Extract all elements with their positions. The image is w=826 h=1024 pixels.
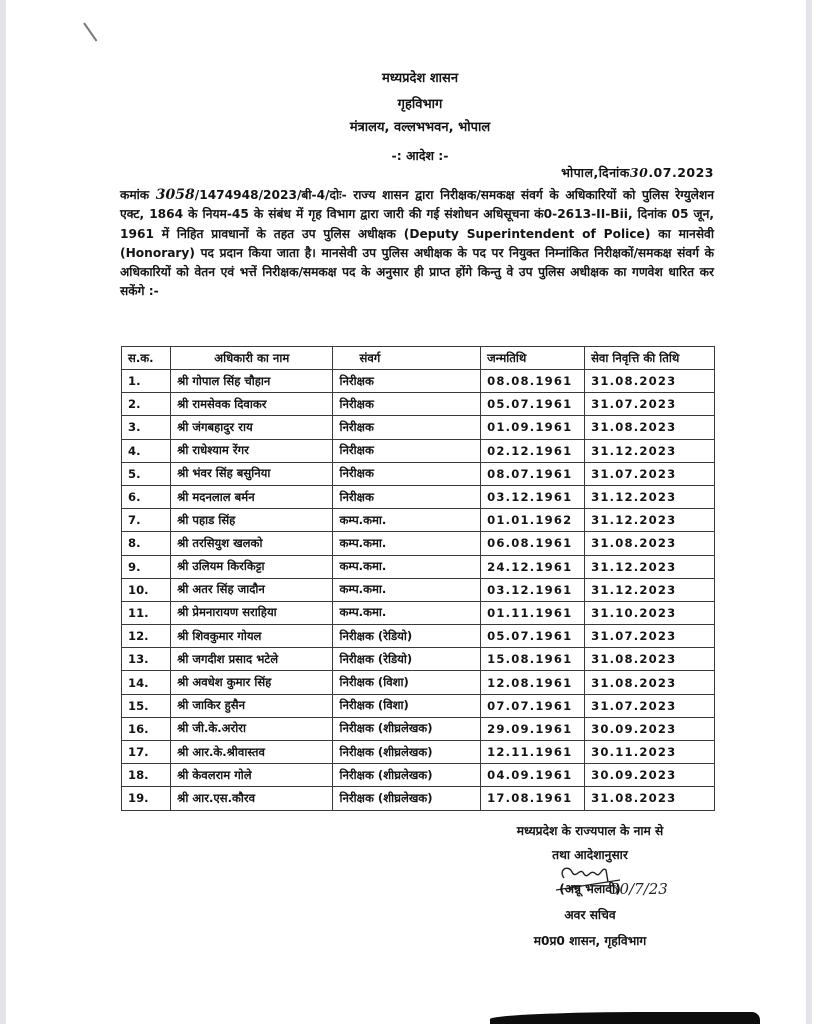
order-text: /1474948/2023/बी-4/दोः- राज्य शासन द्वारा निरीक्षक/समकक्ष संवर्ग के अधिकारियों को पुलिस रेग्युलेशन एक्ट, 1864 के नियम-45 के संबंध में गृह विभाग द्वारा जारी की गई संशोधन अधिसूचना कं0-2613-II-Bii, दिनांक 05 जून, 1961 में निहित प्रावधानों के तहत उप पुलिस अधीक्षक (Deputy Superintendent of Police) का मानसेवी (Honorary) पद प्रदान किया जाता है। मानसेवी उप पुलिस अधीक्षक के पद पर नियुक्त निम्नांकित निरीक्षकों/समकक्ष संवर्ग के अधिकारियों को वेतन एवं भत्तें निरीक्षक/समकक्ष पद के अनुसार ही प्राप्त होंगे किन्तु वे उप पुलिस अधीक्षक का गणवेश धारित कर सकेंगे :- — [120, 188, 714, 299]
table-row — [122, 741, 715, 764]
signatory-designation: अवर सचिव — [564, 908, 616, 922]
cell-name: श्री जी.के.अरोरा — [171, 717, 333, 740]
cell-retirement: 31.08.2023 — [585, 370, 715, 393]
signature-date: 30/7/23 — [610, 880, 668, 898]
cell-cadre: कम्प.कमा. — [333, 509, 481, 532]
cell-name: श्री उलियम किरकिट्टा — [171, 555, 333, 578]
cell-dob: 03.12.1961 — [481, 578, 585, 601]
cell-retirement: 30.11.2023 — [585, 741, 715, 764]
cell-name: श्री गोपाल सिंह चौहान — [171, 370, 333, 393]
table-row — [122, 462, 715, 485]
cell-retirement: 31.07.2023 — [585, 694, 715, 717]
header-cadre: संवर्ग — [333, 347, 481, 370]
order-dateline — [561, 164, 714, 181]
order-prefix: कमांक — [120, 188, 156, 202]
cell-retirement: 31.08.2023 — [585, 787, 715, 810]
cell-name: श्री भंवर सिंह बसुनिया — [171, 462, 333, 485]
cell-cadre: कम्प.कमा. — [333, 601, 481, 624]
cell-dob: 03.12.1961 — [481, 485, 585, 508]
cell-cadre: निरीक्षक (शीघ्रलेखक) — [333, 741, 481, 764]
cell-serial: 15. — [122, 694, 171, 717]
cell-name: श्री अवधेश कुमार सिंह — [171, 671, 333, 694]
cell-cadre: निरीक्षक — [333, 462, 481, 485]
cell-name: श्री जंगबहादुर राय — [171, 416, 333, 439]
cell-dob: 06.08.1961 — [481, 532, 585, 555]
government-heading: मध्यप्रदेश शासन — [381, 71, 459, 86]
table-row — [122, 555, 715, 578]
cell-dob: 05.07.1961 — [481, 625, 585, 648]
cell-name: श्री रामसेवक दिवाकर — [171, 393, 333, 416]
cell-retirement: 31.12.2023 — [585, 439, 715, 462]
cell-cadre: निरीक्षक — [333, 393, 481, 416]
cell-serial: 16. — [122, 717, 171, 740]
cell-name: श्री आर.एस.कौरव — [171, 787, 333, 810]
cell-retirement: 31.12.2023 — [585, 578, 715, 601]
table-row — [122, 625, 715, 648]
cell-name: श्री जगदीश प्रसाद भटेले — [171, 648, 333, 671]
cell-cadre: निरीक्षक — [333, 416, 481, 439]
cell-dob: 02.12.1961 — [481, 439, 585, 462]
cell-cadre: कम्प.कमा. — [333, 532, 481, 555]
cell-retirement: 31.10.2023 — [585, 601, 715, 624]
cell-serial: 19. — [122, 787, 171, 810]
cell-dob: 08.08.1961 — [481, 370, 585, 393]
cell-cadre: निरीक्षक (विशा) — [333, 671, 481, 694]
cell-name: श्री अतर सिंह जादौन — [171, 578, 333, 601]
order-paragraph — [120, 186, 714, 302]
cell-name: श्री मदनलाल बर्मन — [171, 485, 333, 508]
by-order-line: तथा आदेशानुसार — [552, 848, 628, 862]
table-row — [122, 601, 715, 624]
cell-dob: 04.09.1961 — [481, 764, 585, 787]
cell-name: श्री जाकिर हुसैन — [171, 694, 333, 717]
table-row — [122, 416, 715, 439]
table-row — [122, 370, 715, 393]
cell-serial: 13. — [122, 648, 171, 671]
cell-cadre: निरीक्षक (शीघ्रलेखक) — [333, 764, 481, 787]
header-dob: जन्मतिथि — [481, 347, 585, 370]
table-row — [122, 485, 715, 508]
cell-serial: 8. — [122, 532, 171, 555]
cell-dob: 17.08.1961 — [481, 787, 585, 810]
cell-cadre: निरीक्षक (रेडियो) — [333, 648, 481, 671]
cell-retirement: 31.08.2023 — [585, 648, 715, 671]
governor-name-line: मध्यप्रदेश के राज्यपाल के नाम से — [516, 824, 664, 838]
order-title: -: आदेश :- — [391, 148, 449, 163]
cell-serial: 3. — [122, 416, 171, 439]
cell-serial: 18. — [122, 764, 171, 787]
cell-serial: 4. — [122, 439, 171, 462]
cell-serial: 17. — [122, 741, 171, 764]
cell-serial: 11. — [122, 601, 171, 624]
cell-dob: 12.11.1961 — [481, 741, 585, 764]
cell-name: श्री तरसियुश खलको — [171, 532, 333, 555]
cell-dob: 01.11.1961 — [481, 601, 585, 624]
cell-dob: 15.08.1961 — [481, 648, 585, 671]
cell-retirement: 31.12.2023 — [585, 509, 715, 532]
cell-name: श्री केवलराम गोले — [171, 764, 333, 787]
cell-retirement: 31.12.2023 — [585, 555, 715, 578]
cell-dob: 01.09.1961 — [481, 416, 585, 439]
cell-dob: 08.07.1961 — [481, 462, 585, 485]
cell-serial: 6. — [122, 485, 171, 508]
table-row — [122, 578, 715, 601]
table-row — [122, 694, 715, 717]
cell-retirement: 31.07.2023 — [585, 625, 715, 648]
dateline-handwritten-day: 30 — [629, 165, 649, 180]
left-frame-edge — [0, 0, 6, 1024]
cell-serial: 14. — [122, 671, 171, 694]
cell-cadre: निरीक्षक (विशा) — [333, 694, 481, 717]
department-heading: गृहविभाग — [397, 97, 443, 112]
order-number-handwritten: 3058 — [155, 187, 195, 203]
cell-retirement: 30.09.2023 — [585, 764, 715, 787]
table-row — [122, 648, 715, 671]
cell-name: श्री शिवकुमार गोयल — [171, 625, 333, 648]
signatory-office: म0प्र0 शासन, गृहविभाग — [533, 934, 647, 948]
table-row — [122, 787, 715, 810]
cell-serial: 5. — [122, 462, 171, 485]
cell-dob: 05.07.1961 — [481, 393, 585, 416]
header-serial: स.क. — [122, 347, 171, 370]
table-row — [122, 532, 715, 555]
cell-cadre: निरीक्षक — [333, 439, 481, 462]
cell-dob: 12.08.1961 — [481, 671, 585, 694]
cell-retirement: 31.08.2023 — [585, 671, 715, 694]
cell-dob: 24.12.1961 — [481, 555, 585, 578]
table-body — [122, 370, 715, 811]
cell-name: श्री आर.के.श्रीवास्तव — [171, 741, 333, 764]
table-row — [122, 509, 715, 532]
address-heading: मंत्रालय, वल्लभभवन, भोपाल — [349, 120, 491, 135]
cell-cadre: निरीक्षक (रेडियो) — [333, 625, 481, 648]
cell-retirement: 31.12.2023 — [585, 485, 715, 508]
cell-serial: 9. — [122, 555, 171, 578]
cell-retirement: 31.07.2023 — [585, 462, 715, 485]
cell-cadre: कम्प.कमा. — [333, 555, 481, 578]
officers-table — [121, 346, 715, 811]
cell-name: श्री पहाड सिंह — [171, 509, 333, 532]
cell-dob: 29.09.1961 — [481, 717, 585, 740]
bottom-shadow-mark — [490, 1012, 760, 1024]
signatory-name: (अन्नू भलावी) — [559, 882, 621, 896]
cell-serial: 12. — [122, 625, 171, 648]
cell-dob: 01.01.1962 — [481, 509, 585, 532]
cell-retirement: 30.09.2023 — [585, 717, 715, 740]
cell-serial: 7. — [122, 509, 171, 532]
table-row — [122, 717, 715, 740]
table-header-row — [122, 347, 715, 370]
cell-serial: 10. — [122, 578, 171, 601]
header-retirement: सेवा निवृत्ति की तिथि — [585, 347, 715, 370]
dateline-rest: .07.2023 — [648, 165, 714, 180]
cell-dob: 07.07.1961 — [481, 694, 585, 717]
table-row — [122, 393, 715, 416]
cell-cadre: निरीक्षक (शीघ्रलेखक) — [333, 787, 481, 810]
table-row — [122, 439, 715, 462]
cell-serial: 1. — [122, 370, 171, 393]
cell-serial: 2. — [122, 393, 171, 416]
cell-cadre: निरीक्षक — [333, 370, 481, 393]
cell-cadre: निरीक्षक — [333, 485, 481, 508]
cell-name: श्री राधेश्याम रेंगर — [171, 439, 333, 462]
cell-retirement: 31.08.2023 — [585, 532, 715, 555]
dateline-prefix: भोपाल,दिनांक — [561, 165, 630, 180]
table-row — [122, 671, 715, 694]
cell-retirement: 31.08.2023 — [585, 416, 715, 439]
pen-stroke-mark — [83, 22, 97, 41]
cell-cadre: निरीक्षक (शीघ्रलेखक) — [333, 717, 481, 740]
cell-retirement: 31.07.2023 — [585, 393, 715, 416]
header-name: अधिकारी का नाम — [171, 347, 333, 370]
table-row — [122, 764, 715, 787]
cell-cadre: कम्प.कमा. — [333, 578, 481, 601]
cell-name: श्री प्रेमनारायण सराहिया — [171, 601, 333, 624]
